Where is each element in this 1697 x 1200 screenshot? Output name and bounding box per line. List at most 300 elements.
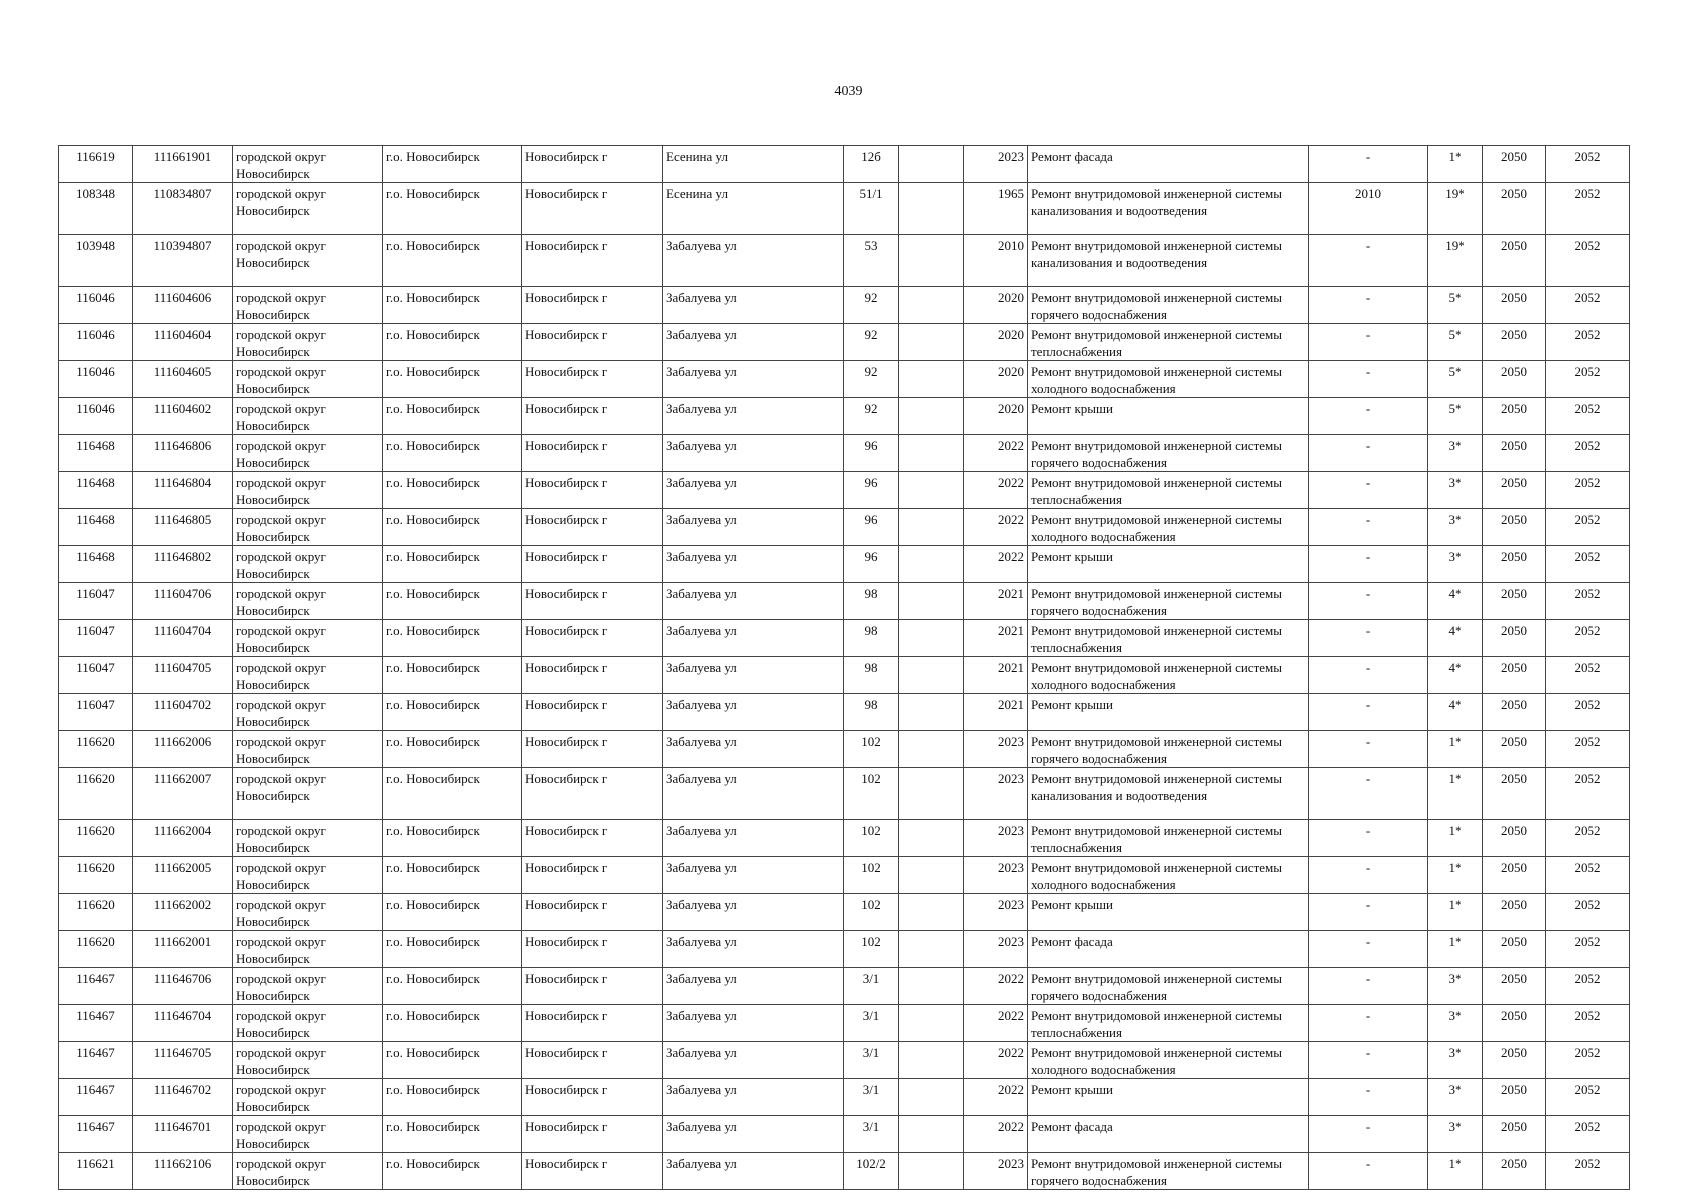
repair-program-table [58, 145, 1630, 1190]
cell-plan-to: 2052 [1546, 620, 1630, 657]
cell-municipality: г.о. Новосибирск [383, 183, 522, 235]
cell-locality: Новосибирск г [522, 731, 663, 768]
cell-district: городской округ Новосибирск [233, 931, 383, 968]
cell-plan-from: 2050 [1483, 968, 1546, 1005]
cell-house: 102 [844, 931, 899, 968]
cell-year-built: 2021 [964, 620, 1028, 657]
table-row [59, 657, 1630, 694]
cell-plan-from: 2050 [1483, 857, 1546, 894]
cell-last-repair: - [1309, 894, 1428, 931]
cell-street: Забалуева ул [663, 694, 844, 731]
cell-work-type: Ремонт внутридомовой инженерной системы канализования и водоотведения [1028, 768, 1309, 820]
cell-plan-from: 2050 [1483, 398, 1546, 435]
cell-plan-from: 2050 [1483, 694, 1546, 731]
cell-count: 1* [1428, 931, 1483, 968]
cell-year-built: 2022 [964, 1116, 1028, 1153]
cell-locality: Новосибирск г [522, 931, 663, 968]
cell-house: 96 [844, 546, 899, 583]
page-number: 4039 [834, 84, 863, 99]
cell-work-type: Ремонт внутридомовой инженерной системы канализования и водоотведения [1028, 183, 1309, 235]
cell-last-repair: - [1309, 398, 1428, 435]
cell-street: Забалуева ул [663, 324, 844, 361]
cell-municipality: г.о. Новосибирск [383, 146, 522, 183]
cell-id: 116620 [59, 857, 133, 894]
cell-house: 3/1 [844, 1042, 899, 1079]
cell-plan-from: 2050 [1483, 583, 1546, 620]
cell-id: 116620 [59, 820, 133, 857]
cell-code: 111646704 [133, 1005, 233, 1042]
cell-plan-from: 2050 [1483, 287, 1546, 324]
cell-street: Забалуева ул [663, 1079, 844, 1116]
cell-year-built: 2023 [964, 1153, 1028, 1190]
cell-year-built: 2020 [964, 398, 1028, 435]
cell-plan-to: 2052 [1546, 820, 1630, 857]
cell-count: 1* [1428, 820, 1483, 857]
cell-extra [899, 857, 964, 894]
cell-plan-from: 2050 [1483, 1153, 1546, 1190]
cell-code: 110834807 [133, 183, 233, 235]
cell-house: 102 [844, 894, 899, 931]
cell-work-type: Ремонт внутридомовой инженерной системы холодного водоснабжения [1028, 361, 1309, 398]
cell-count: 3* [1428, 546, 1483, 583]
cell-code: 111646804 [133, 472, 233, 509]
cell-year-built: 2022 [964, 1079, 1028, 1116]
cell-plan-to: 2052 [1546, 768, 1630, 820]
cell-last-repair: - [1309, 820, 1428, 857]
table-row [59, 1153, 1630, 1190]
cell-street: Забалуева ул [663, 361, 844, 398]
table-row [59, 768, 1630, 820]
cell-plan-from: 2050 [1483, 820, 1546, 857]
cell-plan-from: 2050 [1483, 1042, 1546, 1079]
cell-work-type: Ремонт внутридомовой инженерной системы горячего водоснабжения [1028, 731, 1309, 768]
cell-code: 111662106 [133, 1153, 233, 1190]
cell-district: городской округ Новосибирск [233, 694, 383, 731]
cell-municipality: г.о. Новосибирск [383, 235, 522, 287]
cell-code: 111604606 [133, 287, 233, 324]
cell-work-type: Ремонт фасада [1028, 931, 1309, 968]
cell-plan-to: 2052 [1546, 657, 1630, 694]
cell-extra [899, 287, 964, 324]
cell-id: 116467 [59, 1116, 133, 1153]
cell-district: городской округ Новосибирск [233, 657, 383, 694]
cell-district: городской округ Новосибирск [233, 472, 383, 509]
cell-count: 1* [1428, 731, 1483, 768]
cell-id: 116046 [59, 398, 133, 435]
cell-year-built: 1965 [964, 183, 1028, 235]
cell-code: 111646701 [133, 1116, 233, 1153]
cell-house: 12б [844, 146, 899, 183]
table-row [59, 235, 1630, 287]
table-row [59, 1005, 1630, 1042]
cell-municipality: г.о. Новосибирск [383, 472, 522, 509]
cell-plan-from: 2050 [1483, 361, 1546, 398]
cell-year-built: 2022 [964, 435, 1028, 472]
cell-year-built: 2023 [964, 894, 1028, 931]
cell-code: 111646802 [133, 546, 233, 583]
table-row [59, 546, 1630, 583]
cell-municipality: г.о. Новосибирск [383, 546, 522, 583]
cell-extra [899, 361, 964, 398]
cell-work-type: Ремонт внутридомовой инженерной системы горячего водоснабжения [1028, 1153, 1309, 1190]
cell-locality: Новосибирск г [522, 1116, 663, 1153]
cell-locality: Новосибирск г [522, 398, 663, 435]
cell-municipality: г.о. Новосибирск [383, 820, 522, 857]
cell-district: городской округ Новосибирск [233, 146, 383, 183]
cell-plan-to: 2052 [1546, 361, 1630, 398]
table-row [59, 968, 1630, 1005]
cell-plan-from: 2050 [1483, 731, 1546, 768]
cell-extra [899, 968, 964, 1005]
cell-code: 111662002 [133, 894, 233, 931]
cell-street: Забалуева ул [663, 731, 844, 768]
cell-code: 111604706 [133, 583, 233, 620]
cell-plan-to: 2052 [1546, 731, 1630, 768]
cell-id: 116619 [59, 146, 133, 183]
cell-municipality: г.о. Новосибирск [383, 435, 522, 472]
cell-locality: Новосибирск г [522, 857, 663, 894]
table-row [59, 1079, 1630, 1116]
cell-municipality: г.о. Новосибирск [383, 694, 522, 731]
cell-code: 111646702 [133, 1079, 233, 1116]
cell-street: Забалуева ул [663, 1153, 844, 1190]
cell-plan-to: 2052 [1546, 1116, 1630, 1153]
cell-street: Есенина ул [663, 146, 844, 183]
cell-last-repair: - [1309, 583, 1428, 620]
cell-house: 92 [844, 398, 899, 435]
cell-district: городской округ Новосибирск [233, 620, 383, 657]
cell-count: 5* [1428, 287, 1483, 324]
cell-last-repair: - [1309, 1005, 1428, 1042]
cell-house: 98 [844, 694, 899, 731]
cell-work-type: Ремонт внутридомовой инженерной системы холодного водоснабжения [1028, 657, 1309, 694]
cell-work-type: Ремонт фасада [1028, 146, 1309, 183]
cell-code: 111646705 [133, 1042, 233, 1079]
cell-id: 116468 [59, 435, 133, 472]
cell-extra [899, 1153, 964, 1190]
cell-year-built: 2020 [964, 361, 1028, 398]
cell-code: 111646805 [133, 509, 233, 546]
cell-code: 111662004 [133, 820, 233, 857]
cell-district: городской округ Новосибирск [233, 857, 383, 894]
cell-id: 116620 [59, 931, 133, 968]
cell-count: 1* [1428, 146, 1483, 183]
cell-plan-from: 2050 [1483, 931, 1546, 968]
cell-work-type: Ремонт внутридомовой инженерной системы теплоснабжения [1028, 1005, 1309, 1042]
cell-work-type: Ремонт внутридомовой инженерной системы холодного водоснабжения [1028, 857, 1309, 894]
cell-id: 116467 [59, 1079, 133, 1116]
cell-count: 1* [1428, 1153, 1483, 1190]
cell-district: городской округ Новосибирск [233, 1042, 383, 1079]
cell-year-built: 2022 [964, 968, 1028, 1005]
cell-last-repair: - [1309, 857, 1428, 894]
cell-street: Забалуева ул [663, 1116, 844, 1153]
cell-locality: Новосибирск г [522, 235, 663, 287]
table-row [59, 894, 1630, 931]
cell-street: Забалуева ул [663, 583, 844, 620]
table-row [59, 398, 1630, 435]
cell-id: 116046 [59, 361, 133, 398]
cell-plan-from: 2050 [1483, 235, 1546, 287]
cell-work-type: Ремонт внутридомовой инженерной системы горячего водоснабжения [1028, 287, 1309, 324]
cell-id: 103948 [59, 235, 133, 287]
cell-count: 5* [1428, 324, 1483, 361]
cell-last-repair: - [1309, 146, 1428, 183]
cell-code: 111662005 [133, 857, 233, 894]
cell-code: 111662007 [133, 768, 233, 820]
cell-id: 116467 [59, 1042, 133, 1079]
cell-district: городской округ Новосибирск [233, 1005, 383, 1042]
cell-district: городской округ Новосибирск [233, 1153, 383, 1190]
cell-municipality: г.о. Новосибирск [383, 509, 522, 546]
cell-locality: Новосибирск г [522, 620, 663, 657]
cell-district: городской округ Новосибирск [233, 361, 383, 398]
cell-district: городской округ Новосибирск [233, 583, 383, 620]
cell-extra [899, 183, 964, 235]
cell-extra [899, 1116, 964, 1153]
cell-code: 111604702 [133, 694, 233, 731]
cell-municipality: г.о. Новосибирск [383, 657, 522, 694]
cell-extra [899, 546, 964, 583]
cell-district: городской округ Новосибирск [233, 546, 383, 583]
cell-municipality: г.о. Новосибирск [383, 968, 522, 1005]
cell-locality: Новосибирск г [522, 324, 663, 361]
cell-district: городской округ Новосибирск [233, 820, 383, 857]
cell-house: 98 [844, 583, 899, 620]
cell-house: 3/1 [844, 1005, 899, 1042]
cell-municipality: г.о. Новосибирск [383, 324, 522, 361]
cell-code: 111604605 [133, 361, 233, 398]
cell-last-repair: - [1309, 1116, 1428, 1153]
cell-last-repair: - [1309, 235, 1428, 287]
cell-year-built: 2023 [964, 931, 1028, 968]
cell-district: городской округ Новосибирск [233, 287, 383, 324]
cell-municipality: г.о. Новосибирск [383, 361, 522, 398]
cell-district: городской округ Новосибирск [233, 894, 383, 931]
cell-extra [899, 694, 964, 731]
cell-municipality: г.о. Новосибирск [383, 731, 522, 768]
cell-street: Забалуева ул [663, 857, 844, 894]
cell-last-repair: - [1309, 361, 1428, 398]
table-row [59, 820, 1630, 857]
cell-locality: Новосибирск г [522, 1153, 663, 1190]
cell-last-repair: - [1309, 768, 1428, 820]
cell-house: 92 [844, 361, 899, 398]
cell-extra [899, 435, 964, 472]
cell-house: 96 [844, 472, 899, 509]
cell-id: 116468 [59, 509, 133, 546]
cell-house: 3/1 [844, 1079, 899, 1116]
cell-locality: Новосибирск г [522, 1005, 663, 1042]
cell-house: 102 [844, 857, 899, 894]
cell-municipality: г.о. Новосибирск [383, 931, 522, 968]
cell-locality: Новосибирск г [522, 146, 663, 183]
cell-count: 5* [1428, 361, 1483, 398]
cell-house: 96 [844, 509, 899, 546]
cell-last-repair: - [1309, 1153, 1428, 1190]
table-row [59, 620, 1630, 657]
cell-house: 102 [844, 731, 899, 768]
cell-municipality: г.о. Новосибирск [383, 287, 522, 324]
cell-locality: Новосибирск г [522, 968, 663, 1005]
cell-last-repair: - [1309, 931, 1428, 968]
cell-street: Забалуева ул [663, 472, 844, 509]
cell-count: 3* [1428, 472, 1483, 509]
cell-municipality: г.о. Новосибирск [383, 1042, 522, 1079]
cell-id: 116047 [59, 583, 133, 620]
cell-last-repair: 2010 [1309, 183, 1428, 235]
table-row [59, 694, 1630, 731]
cell-house: 51/1 [844, 183, 899, 235]
cell-last-repair: - [1309, 287, 1428, 324]
cell-year-built: 2022 [964, 472, 1028, 509]
cell-street: Забалуева ул [663, 768, 844, 820]
cell-id: 116047 [59, 620, 133, 657]
cell-plan-to: 2052 [1546, 546, 1630, 583]
cell-extra [899, 146, 964, 183]
cell-locality: Новосибирск г [522, 1042, 663, 1079]
cell-locality: Новосибирск г [522, 768, 663, 820]
cell-locality: Новосибирск г [522, 694, 663, 731]
table-row [59, 583, 1630, 620]
cell-work-type: Ремонт крыши [1028, 894, 1309, 931]
table-row [59, 287, 1630, 324]
cell-count: 3* [1428, 435, 1483, 472]
cell-district: городской округ Новосибирск [233, 324, 383, 361]
cell-id: 116468 [59, 546, 133, 583]
cell-locality: Новосибирск г [522, 435, 663, 472]
cell-district: городской округ Новосибирск [233, 1116, 383, 1153]
cell-street: Есенина ул [663, 183, 844, 235]
cell-district: городской округ Новосибирск [233, 731, 383, 768]
cell-count: 1* [1428, 768, 1483, 820]
cell-code: 111646806 [133, 435, 233, 472]
cell-plan-from: 2050 [1483, 620, 1546, 657]
table-row [59, 435, 1630, 472]
cell-code: 111604704 [133, 620, 233, 657]
cell-locality: Новосибирск г [522, 361, 663, 398]
cell-year-built: 2023 [964, 820, 1028, 857]
cell-locality: Новосибирск г [522, 657, 663, 694]
cell-work-type: Ремонт крыши [1028, 1079, 1309, 1116]
cell-work-type: Ремонт крыши [1028, 694, 1309, 731]
cell-street: Забалуева ул [663, 931, 844, 968]
cell-plan-to: 2052 [1546, 894, 1630, 931]
table-row [59, 1042, 1630, 1079]
table-row [59, 472, 1630, 509]
cell-last-repair: - [1309, 1079, 1428, 1116]
cell-house: 3/1 [844, 968, 899, 1005]
cell-street: Забалуева ул [663, 1042, 844, 1079]
cell-house: 102/2 [844, 1153, 899, 1190]
cell-plan-from: 2050 [1483, 435, 1546, 472]
cell-plan-from: 2050 [1483, 1116, 1546, 1153]
cell-id: 116047 [59, 694, 133, 731]
cell-count: 3* [1428, 1042, 1483, 1079]
table-row [59, 146, 1630, 183]
cell-extra [899, 398, 964, 435]
cell-work-type: Ремонт крыши [1028, 546, 1309, 583]
cell-code: 111604705 [133, 657, 233, 694]
cell-locality: Новосибирск г [522, 509, 663, 546]
cell-plan-to: 2052 [1546, 235, 1630, 287]
cell-extra [899, 324, 964, 361]
cell-year-built: 2021 [964, 583, 1028, 620]
cell-id: 116620 [59, 731, 133, 768]
cell-street: Забалуева ул [663, 894, 844, 931]
cell-plan-from: 2050 [1483, 472, 1546, 509]
cell-municipality: г.о. Новосибирск [383, 1005, 522, 1042]
cell-last-repair: - [1309, 620, 1428, 657]
cell-extra [899, 657, 964, 694]
cell-district: городской округ Новосибирск [233, 768, 383, 820]
cell-district: городской округ Новосибирск [233, 1079, 383, 1116]
cell-count: 1* [1428, 894, 1483, 931]
cell-plan-to: 2052 [1546, 287, 1630, 324]
cell-extra [899, 768, 964, 820]
cell-last-repair: - [1309, 324, 1428, 361]
cell-code: 111662006 [133, 731, 233, 768]
cell-street: Забалуева ул [663, 968, 844, 1005]
cell-municipality: г.о. Новосибирск [383, 894, 522, 931]
cell-district: городской округ Новосибирск [233, 235, 383, 287]
cell-street: Забалуева ул [663, 398, 844, 435]
cell-street: Забалуева ул [663, 1005, 844, 1042]
cell-id: 116467 [59, 968, 133, 1005]
cell-plan-from: 2050 [1483, 146, 1546, 183]
cell-district: городской округ Новосибирск [233, 398, 383, 435]
table-body [59, 146, 1630, 1190]
cell-locality: Новосибирск г [522, 1079, 663, 1116]
cell-last-repair: - [1309, 546, 1428, 583]
cell-plan-to: 2052 [1546, 398, 1630, 435]
cell-last-repair: - [1309, 968, 1428, 1005]
cell-house: 102 [844, 768, 899, 820]
cell-house: 92 [844, 287, 899, 324]
cell-last-repair: - [1309, 1042, 1428, 1079]
cell-plan-from: 2050 [1483, 546, 1546, 583]
cell-work-type: Ремонт внутридомовой инженерной системы теплоснабжения [1028, 820, 1309, 857]
cell-work-type: Ремонт фасада [1028, 1116, 1309, 1153]
cell-count: 4* [1428, 657, 1483, 694]
cell-municipality: г.о. Новосибирск [383, 768, 522, 820]
cell-extra [899, 894, 964, 931]
cell-extra [899, 931, 964, 968]
cell-municipality: г.о. Новосибирск [383, 1153, 522, 1190]
cell-code: 111662001 [133, 931, 233, 968]
cell-code: 111646706 [133, 968, 233, 1005]
cell-code: 110394807 [133, 235, 233, 287]
cell-count: 3* [1428, 1005, 1483, 1042]
cell-id: 116467 [59, 1005, 133, 1042]
cell-work-type: Ремонт крыши [1028, 398, 1309, 435]
cell-last-repair: - [1309, 472, 1428, 509]
cell-last-repair: - [1309, 435, 1428, 472]
cell-plan-to: 2052 [1546, 583, 1630, 620]
cell-plan-to: 2052 [1546, 324, 1630, 361]
cell-plan-to: 2052 [1546, 472, 1630, 509]
cell-code: 111604604 [133, 324, 233, 361]
cell-street: Забалуева ул [663, 435, 844, 472]
cell-plan-to: 2052 [1546, 1005, 1630, 1042]
cell-house: 92 [844, 324, 899, 361]
cell-id: 116046 [59, 324, 133, 361]
cell-year-built: 2020 [964, 287, 1028, 324]
cell-id: 116620 [59, 894, 133, 931]
table-row [59, 183, 1630, 235]
cell-count: 19* [1428, 235, 1483, 287]
cell-year-built: 2021 [964, 694, 1028, 731]
